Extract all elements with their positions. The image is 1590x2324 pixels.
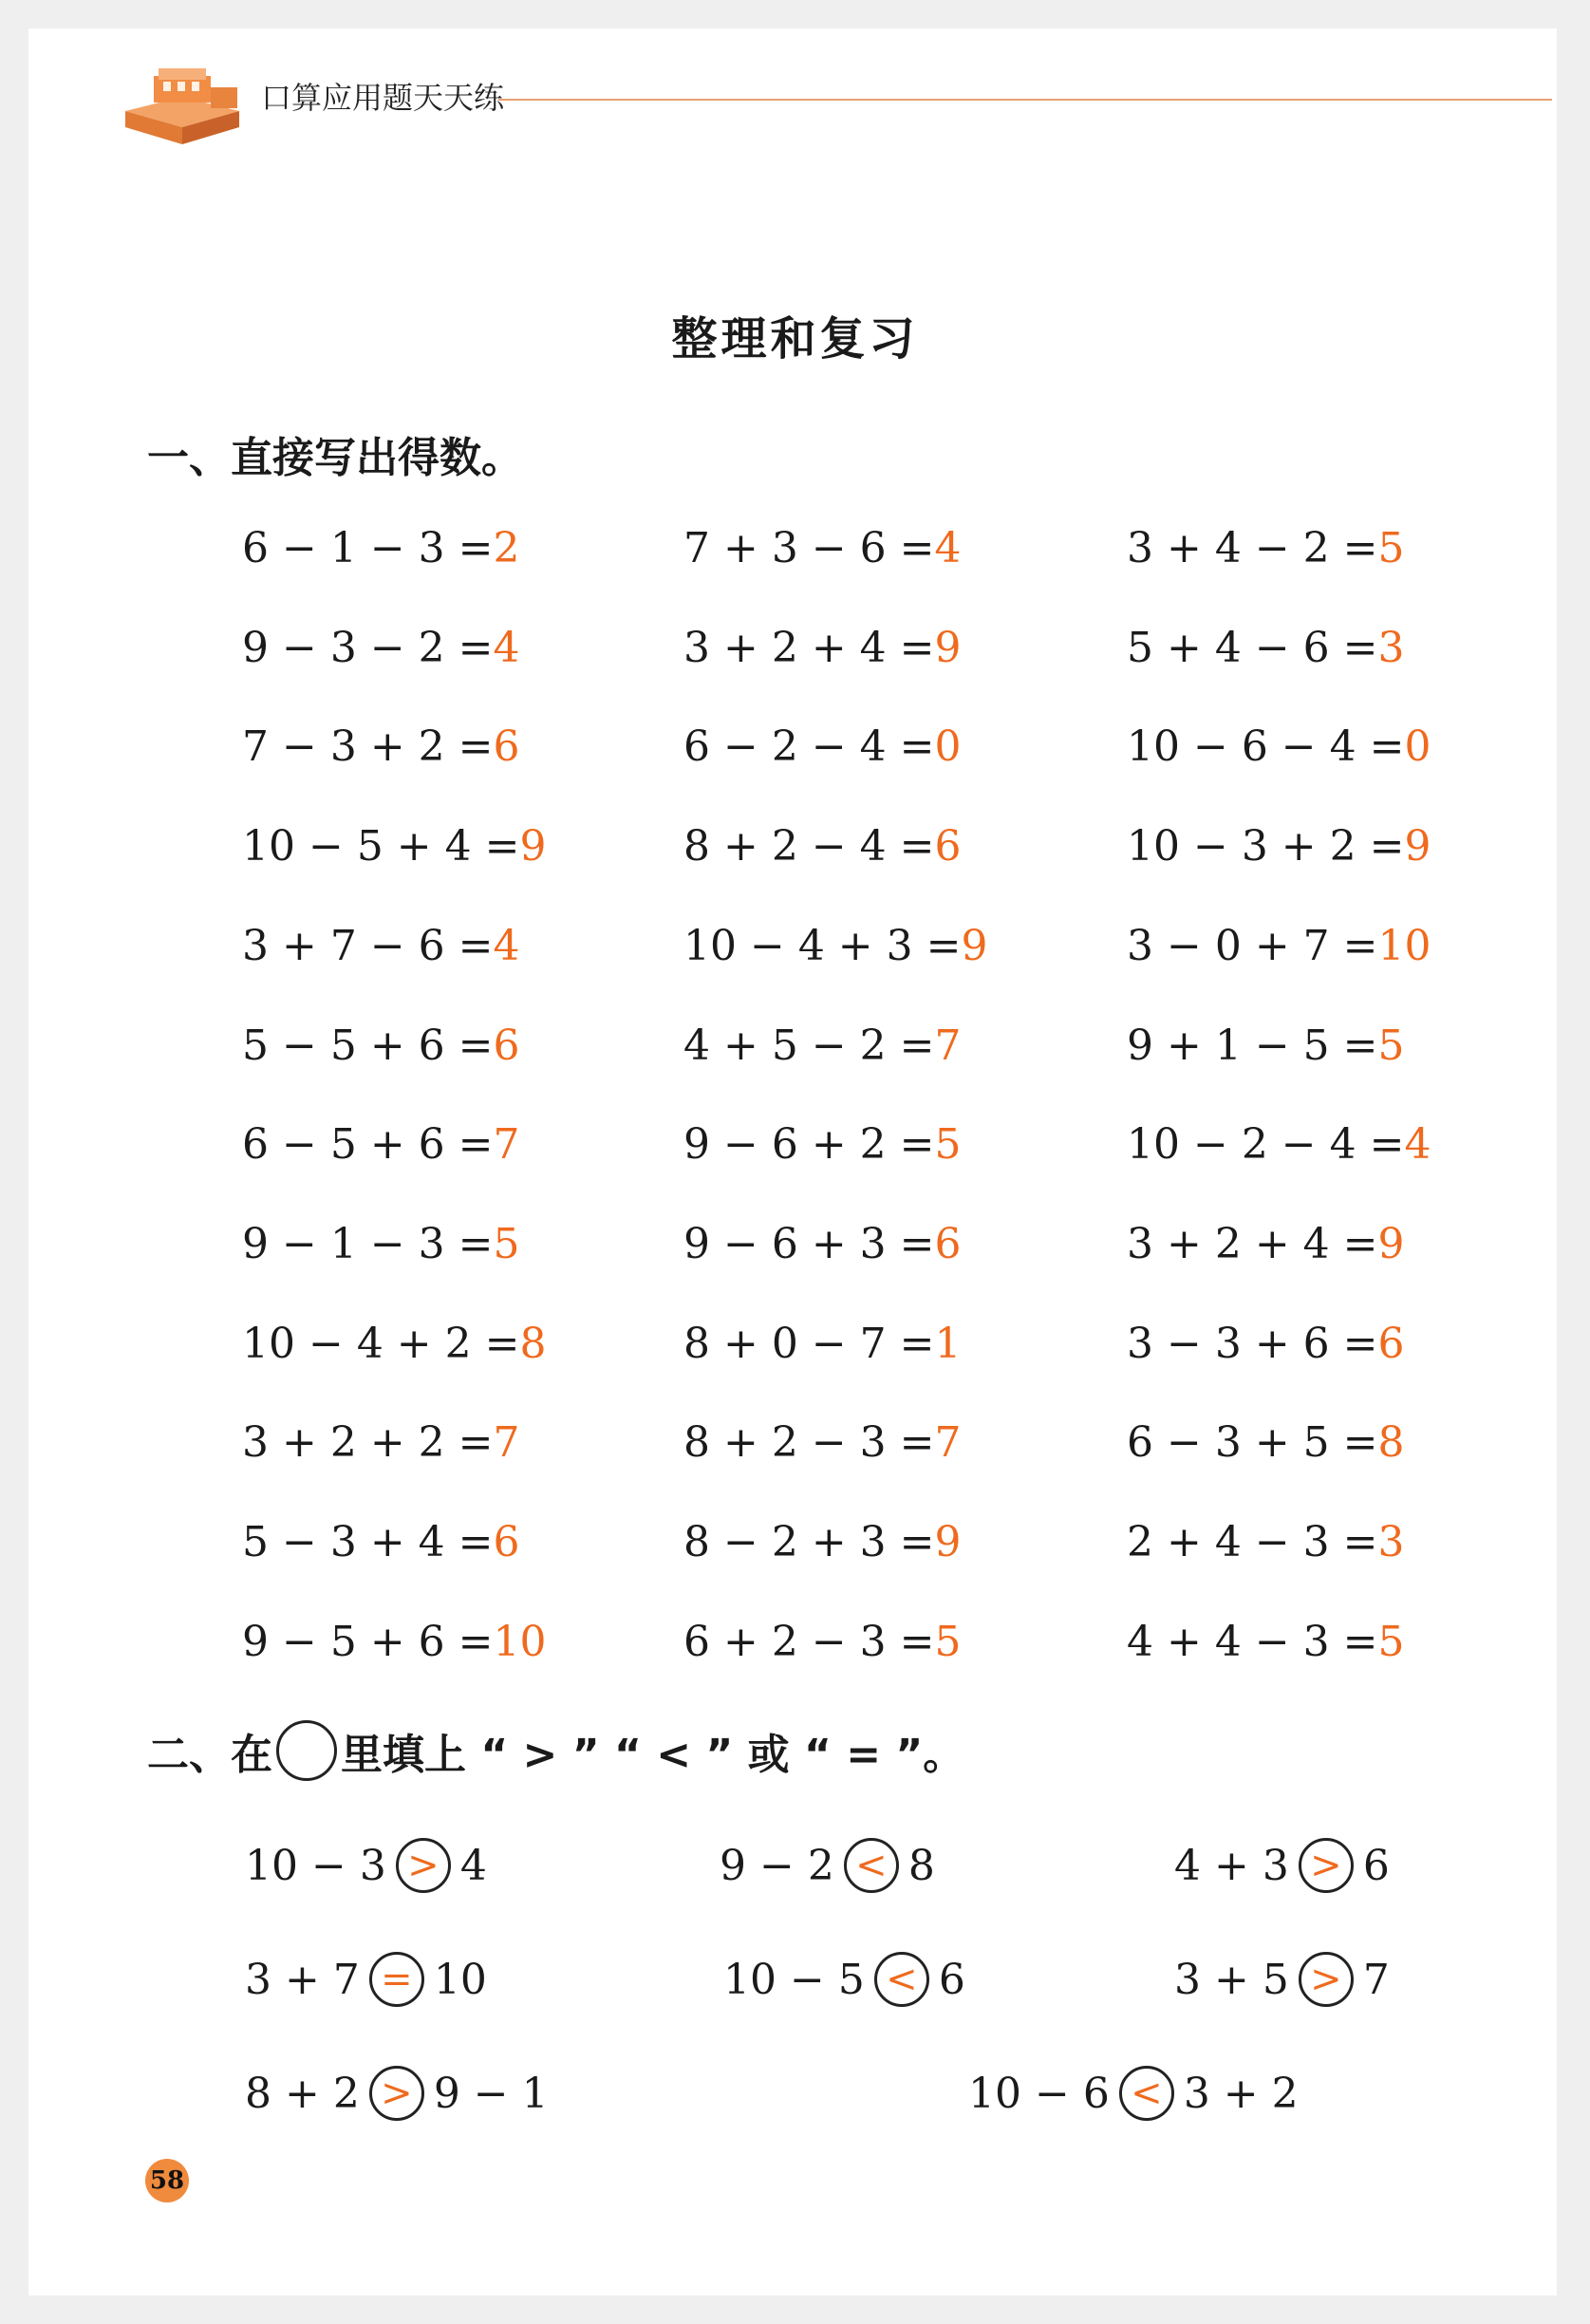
equation-answer: 2	[493, 524, 520, 572]
comparison-item	[1174, 1952, 1390, 2007]
equation-item	[683, 1021, 962, 1070]
equation-answer: 5	[1377, 524, 1405, 572]
equation-item	[683, 1418, 962, 1467]
equation-expression: 3 + 2 + 4 =	[1127, 1219, 1378, 1268]
equation-expression: 9 − 6 + 2 =	[683, 1120, 935, 1170]
equation-item	[1127, 1120, 1431, 1169]
equation-item	[683, 1320, 962, 1368]
comparison-item	[723, 1952, 965, 2007]
equation-expression: 3 + 4 − 2 =	[1127, 524, 1378, 572]
equation-answer: 6	[934, 822, 962, 872]
comparison-symbol: <	[844, 1838, 899, 1893]
page-number: 58	[145, 2159, 189, 2202]
equation-item	[1127, 1518, 1405, 1566]
equation-expression: 8 + 0 − 7 =	[683, 1319, 935, 1368]
equation-answer: 9	[934, 1518, 962, 1566]
equation-expression: 3 + 2 + 4 =	[683, 623, 935, 672]
comparison-symbol: =	[369, 1952, 424, 2007]
equation-expression: 3 + 7 − 6 =	[242, 921, 494, 970]
equation-item	[242, 1518, 520, 1566]
comparison-symbol: >	[396, 1838, 451, 1893]
equation-answer: 9	[519, 822, 547, 872]
comparison-item	[720, 1838, 935, 1893]
equation-answer: 9	[934, 623, 962, 672]
section2-title-prefix: 二、在	[147, 1731, 272, 1779]
equation-item	[1127, 1618, 1405, 1666]
circle-icon	[276, 1720, 337, 1781]
equation-item	[683, 1618, 962, 1666]
equation-answer: 10	[1377, 921, 1431, 970]
equation-item	[1127, 822, 1431, 871]
equation-expression: 3 + 2 + 2 =	[242, 1418, 494, 1468]
equation-item	[242, 524, 520, 572]
comparison-left: 10 − 5	[723, 1955, 865, 2004]
equation-item	[242, 1021, 520, 1070]
comparison-left: 3 + 7	[245, 1955, 360, 2004]
equation-answer: 6	[493, 1518, 520, 1566]
section1-title: 一、直接写出得数。	[147, 434, 523, 482]
equation-expression: 6 − 1 − 3 =	[242, 524, 494, 572]
equation-item	[242, 1120, 520, 1169]
equation-expression: 9 − 6 + 3 =	[683, 1219, 935, 1268]
header-logo-icon	[116, 59, 258, 149]
equation-expression: 10 − 6 − 4 =	[1127, 722, 1405, 772]
comparison-item	[245, 1952, 487, 2007]
equation-answer: 9	[1377, 1219, 1405, 1268]
equation-item	[1127, 1021, 1405, 1070]
equation-item	[683, 524, 962, 572]
equation-answer: 5	[493, 1219, 520, 1268]
equation-answer: 4	[493, 623, 520, 672]
comparison-right: 4	[459, 1841, 487, 1890]
equation-item	[242, 922, 520, 970]
equation-expression: 10 − 4 + 2 =	[242, 1319, 520, 1368]
equation-expression: 10 − 2 − 4 =	[1127, 1120, 1405, 1170]
equation-item	[683, 624, 962, 672]
equation-expression: 8 − 2 + 3 =	[683, 1518, 935, 1566]
comparison-symbol: <	[874, 1952, 929, 2007]
equation-expression: 4 + 5 − 2 =	[683, 1021, 935, 1070]
equation-item	[1127, 1220, 1405, 1268]
equation-answer: 7	[934, 1418, 962, 1468]
equation-item	[242, 722, 520, 771]
equation-item	[683, 1120, 962, 1169]
equation-item	[683, 722, 962, 771]
equation-expression: 5 + 4 − 6 =	[1127, 623, 1378, 672]
equation-answer: 4	[934, 524, 962, 572]
equation-item	[242, 1418, 520, 1467]
equation-expression: 10 − 3 + 2 =	[1127, 822, 1405, 872]
comparison-left: 10 − 3	[245, 1841, 386, 1890]
equation-expression: 8 + 2 − 4 =	[683, 822, 935, 872]
equation-answer: 3	[1377, 623, 1405, 672]
equation-answer: 6	[493, 1021, 520, 1070]
equation-answer: 9	[1404, 822, 1431, 872]
comparison-left: 3 + 5	[1174, 1955, 1289, 2004]
comparison-right: 10	[433, 1955, 487, 2004]
comparison-left: 4 + 3	[1174, 1841, 1289, 1890]
equation-item	[242, 1220, 520, 1268]
comparison-symbol: >	[1299, 1952, 1354, 2007]
equation-expression: 5 − 5 + 6 =	[242, 1021, 494, 1070]
equation-expression: 6 − 5 + 6 =	[242, 1120, 494, 1170]
equation-expression: 6 + 2 − 3 =	[683, 1617, 935, 1666]
equation-item	[1127, 1418, 1405, 1467]
equation-answer: 6	[934, 1219, 962, 1268]
equation-expression: 7 + 3 − 6 =	[683, 524, 935, 572]
equation-answer: 9	[961, 921, 988, 970]
equation-item	[683, 822, 962, 871]
equation-item	[683, 1220, 962, 1268]
equation-expression: 9 − 1 − 3 =	[242, 1219, 494, 1268]
equation-answer: 8	[519, 1319, 547, 1368]
equation-answer: 10	[493, 1617, 547, 1666]
equation-answer: 5	[1377, 1021, 1405, 1070]
equation-expression: 9 − 5 + 6 =	[242, 1617, 494, 1666]
equation-answer: 5	[934, 1617, 962, 1666]
equation-expression: 9 + 1 − 5 =	[1127, 1021, 1378, 1070]
equation-expression: 3 − 0 + 7 =	[1127, 921, 1378, 970]
equation-item	[242, 624, 520, 672]
header-divider	[498, 99, 1552, 101]
comparison-right: 9 − 1	[433, 2069, 549, 2118]
equation-answer: 6	[1377, 1319, 1405, 1368]
equation-answer: 7	[934, 1021, 962, 1070]
equation-expression: 7 − 3 + 2 =	[242, 722, 494, 772]
equation-item	[242, 1618, 547, 1666]
equation-item	[1127, 524, 1405, 572]
equation-item	[242, 1320, 547, 1368]
equation-expression: 2 + 4 − 3 =	[1127, 1518, 1378, 1566]
comparison-left: 9 − 2	[720, 1841, 834, 1890]
equation-expression: 3 − 3 + 6 =	[1127, 1319, 1378, 1368]
equation-item	[1127, 1320, 1405, 1368]
equation-answer: 1	[934, 1319, 962, 1368]
equation-item	[683, 1518, 962, 1566]
comparison-left: 10 − 6	[968, 2069, 1110, 2118]
equation-answer: 7	[493, 1418, 520, 1468]
equation-answer: 8	[1377, 1418, 1405, 1468]
equation-answer: 4	[1404, 1120, 1431, 1170]
equation-item	[242, 822, 547, 871]
comparison-right: 3 + 2	[1183, 2069, 1299, 2118]
comparison-symbol: <	[1119, 2066, 1174, 2121]
page-title: 整理和复习	[671, 312, 919, 365]
comparison-item	[1174, 1838, 1390, 1893]
equation-item	[1127, 922, 1431, 970]
comparison-right: 6	[1362, 1841, 1390, 1890]
comparison-right: 8	[907, 1841, 935, 1890]
equation-expression: 10 − 5 + 4 =	[242, 822, 520, 872]
equation-item	[683, 922, 988, 970]
equation-expression: 5 − 3 + 4 =	[242, 1518, 494, 1566]
equation-item	[1127, 624, 1405, 672]
comparison-symbol: >	[1299, 1838, 1354, 1893]
equation-expression: 6 − 3 + 5 =	[1127, 1418, 1378, 1468]
comparison-item	[245, 2066, 549, 2121]
comparison-right: 6	[938, 1955, 965, 2004]
equation-answer: 5	[934, 1120, 962, 1170]
equation-item	[1127, 722, 1431, 771]
equation-expression: 8 + 2 − 3 =	[683, 1418, 935, 1468]
comparison-symbol: >	[369, 2066, 424, 2121]
equation-answer: 3	[1377, 1518, 1405, 1566]
equation-expression: 6 − 2 − 4 =	[683, 722, 935, 772]
section2-title-suffix: 里填上 “ > ” “ < ” 或 “ = ”。	[341, 1731, 965, 1779]
equation-expression: 10 − 4 + 3 =	[683, 921, 962, 970]
equation-expression: 4 + 4 − 3 =	[1127, 1617, 1378, 1666]
equation-answer: 6	[493, 722, 520, 772]
header-title: 口算应用题天天练	[261, 80, 505, 116]
comparison-item	[968, 2066, 1299, 2121]
comparison-right: 7	[1362, 1955, 1390, 2004]
comparison-item	[245, 1838, 487, 1893]
equation-answer: 4	[493, 921, 520, 970]
equation-answer: 7	[493, 1120, 520, 1170]
section2-title	[147, 1720, 964, 1781]
equation-answer: 0	[934, 722, 962, 772]
equation-answer: 0	[1404, 722, 1431, 772]
comparison-left: 8 + 2	[245, 2069, 360, 2118]
equation-expression: 9 − 3 − 2 =	[242, 623, 494, 672]
equation-answer: 5	[1377, 1617, 1405, 1666]
